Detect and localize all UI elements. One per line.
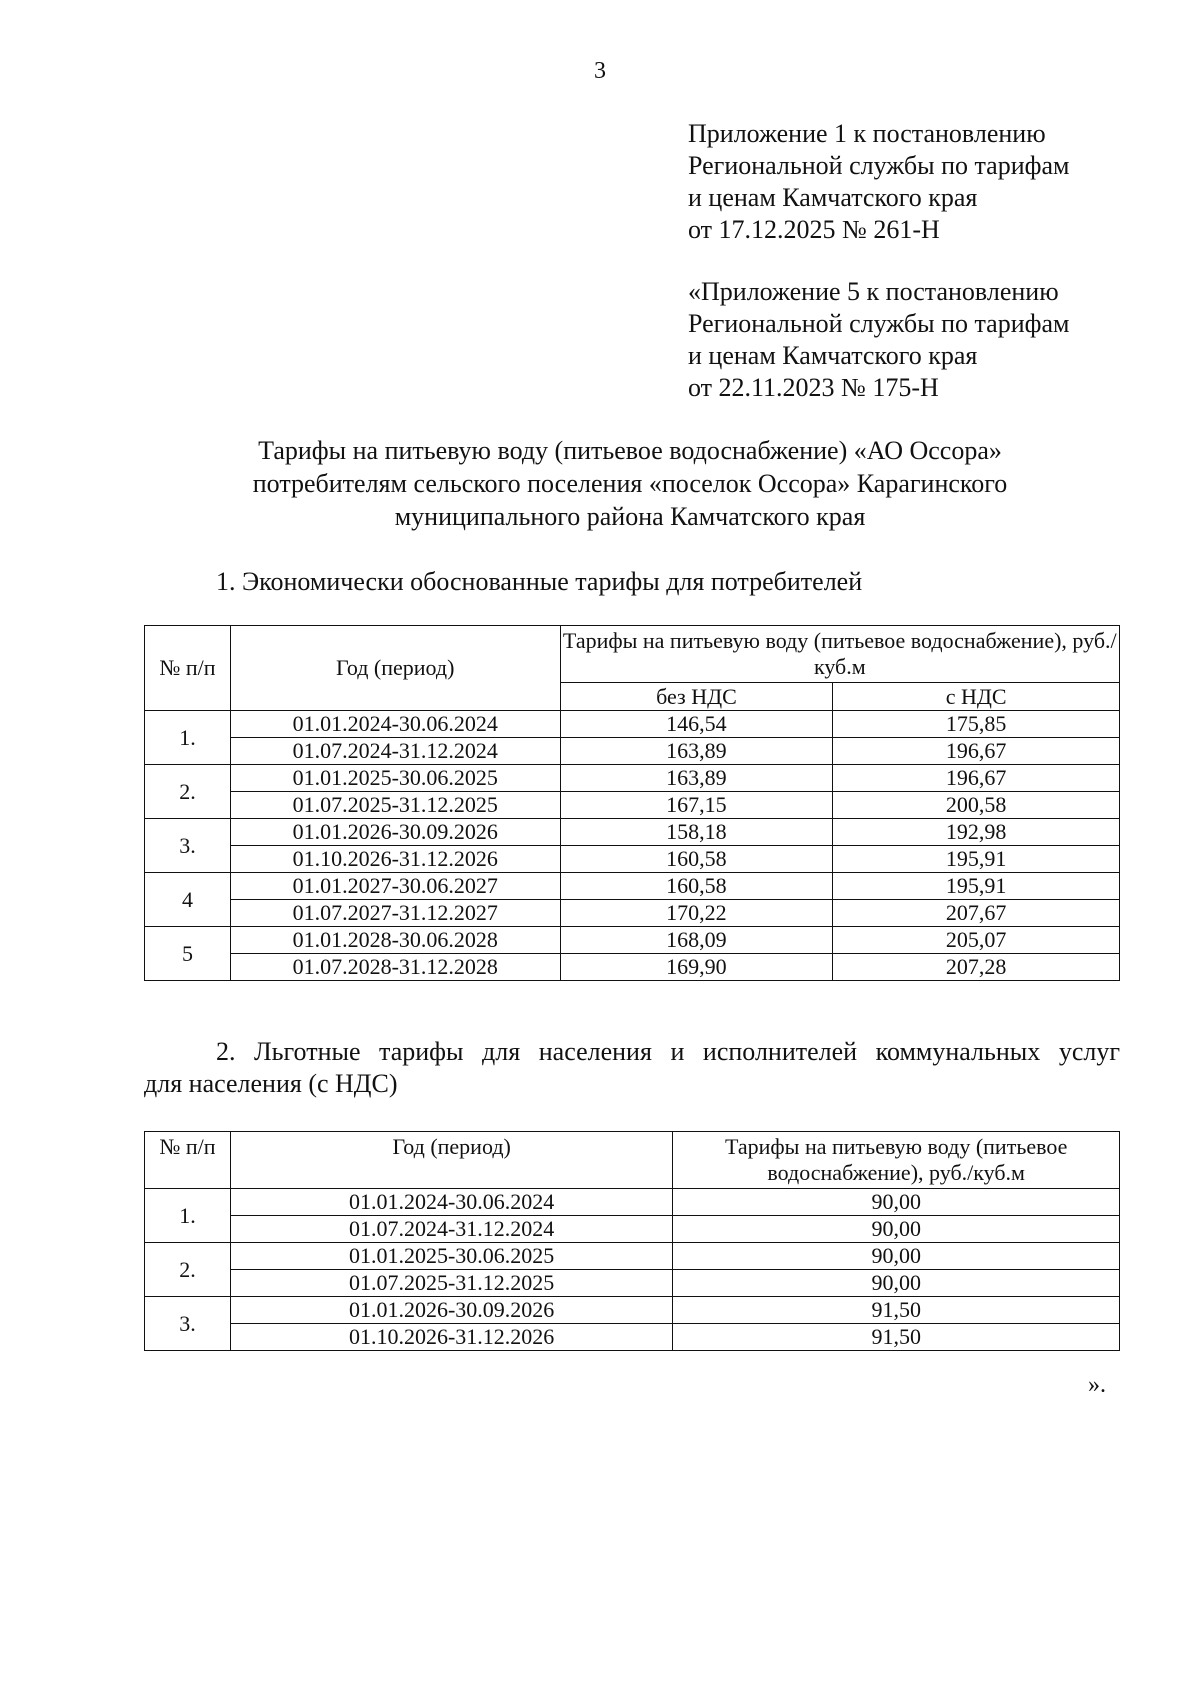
tariff-no-vat-cell: 160,58 (560, 846, 833, 873)
appendix-line: от 22.11.2023 № 175-Н (688, 373, 939, 402)
period-cell: 01.01.2028-30.06.2028 (230, 927, 560, 954)
appendix-line: Региональной службы по тарифам (688, 309, 1070, 338)
tariff-no-vat-cell: 170,22 (560, 900, 833, 927)
header-with-vat: с НДС (833, 683, 1120, 711)
appendix-line: «Приложение 5 к постановлению (688, 277, 1059, 306)
tariff-with-vat-cell: 196,67 (833, 765, 1120, 792)
tariff-value-cell: 91,50 (673, 1297, 1120, 1324)
appendix-line: и ценам Камчатского края (688, 341, 978, 370)
table-row (145, 711, 1120, 738)
period-cell: 01.10.2026-31.12.2026 (230, 846, 560, 873)
period-cell: 01.01.2024-30.06.2024 (230, 711, 560, 738)
tariff-no-vat-cell: 158,18 (560, 819, 833, 846)
title-line: муниципального района Камчатского края (394, 502, 866, 531)
tariff-with-vat-cell: 195,91 (833, 873, 1120, 900)
tariff-no-vat-cell: 169,90 (560, 954, 833, 981)
period-cell: 01.01.2025-30.06.2025 (230, 765, 560, 792)
appendix-header-amended (688, 276, 1069, 404)
tariff-no-vat-cell: 163,89 (560, 738, 833, 765)
period-cell: 01.07.2025-31.12.2025 (230, 1270, 673, 1297)
period-cell: 01.01.2026-30.09.2026 (230, 1297, 673, 1324)
table-row (145, 738, 1120, 765)
period-cell: 01.07.2024-31.12.2024 (230, 1216, 673, 1243)
section1-heading: 1. Экономически обоснованные тарифы для потребителей (216, 567, 863, 596)
table-row (145, 900, 1120, 927)
period-cell: 01.07.2028-31.12.2028 (230, 954, 560, 981)
tariff-with-vat-cell: 207,67 (833, 900, 1120, 927)
period-cell: 01.07.2027-31.12.2027 (230, 900, 560, 927)
tariff-with-vat-cell: 207,28 (833, 954, 1120, 981)
row-number: 2. (145, 1243, 231, 1297)
tariff-with-vat-cell: 196,67 (833, 738, 1120, 765)
tariff-no-vat-cell: 167,15 (560, 792, 833, 819)
period-cell: 01.01.2024-30.06.2024 (230, 1189, 673, 1216)
tariff-with-vat-cell: 175,85 (833, 711, 1120, 738)
table-row (145, 1189, 1120, 1216)
header-tariff: Тарифы на питьевую воду (питьевое водоснабжение), руб./куб.м (673, 1132, 1120, 1189)
appendix-line: от 17.12.2025 № 261-Н (688, 215, 940, 244)
table-row (145, 1297, 1120, 1324)
table-row (145, 954, 1120, 981)
tariff-value-cell: 90,00 (673, 1216, 1120, 1243)
tariff-no-vat-cell: 168,09 (560, 927, 833, 954)
row-number: 1. (145, 1189, 231, 1243)
table-row (145, 927, 1120, 954)
section2-heading-line1: 2. Льготные тарифы для населения и исполнителей коммунальных услуг (216, 1037, 1120, 1066)
tariff-with-vat-cell: 192,98 (833, 819, 1120, 846)
appendix-line: Приложение 1 к постановлению (688, 119, 1046, 148)
table-row (145, 765, 1120, 792)
tariff-no-vat-cell: 146,54 (560, 711, 833, 738)
tariff-with-vat-cell: 195,91 (833, 846, 1120, 873)
closing-quote-mark: ». (1088, 1372, 1106, 1398)
header-num: № п/п (145, 626, 231, 711)
table-row (145, 819, 1120, 846)
tariff-no-vat-cell: 163,89 (560, 765, 833, 792)
header-no-vat: без НДС (560, 683, 833, 711)
header-period: Год (период) (230, 1132, 673, 1189)
page-number: 3 (594, 58, 606, 84)
tariff-value-cell: 91,50 (673, 1324, 1120, 1351)
tariff-with-vat-cell: 205,07 (833, 927, 1120, 954)
table-row (145, 1216, 1120, 1243)
economic-tariffs-body (145, 711, 1120, 981)
row-number: 3. (145, 819, 231, 873)
section2-heading (144, 1036, 1120, 1100)
period-cell: 01.01.2025-30.06.2025 (230, 1243, 673, 1270)
header-period: Год (период) (230, 626, 560, 711)
tariff-value-cell: 90,00 (673, 1270, 1120, 1297)
appendix-line: Региональной службы по тарифам (688, 151, 1070, 180)
tariff-value-cell: 90,00 (673, 1243, 1120, 1270)
header-num: № п/п (145, 1132, 231, 1189)
title-line: Тарифы на питьевую воду (питьевое водоснабжение) «АО Оссора» (258, 436, 1002, 465)
period-cell: 01.07.2024-31.12.2024 (230, 738, 560, 765)
table-row (145, 1243, 1120, 1270)
header-tariff: Тарифы на питьевую воду (питьевое водоснабжение), руб./куб.м (560, 626, 1119, 683)
tariff-value-cell: 90,00 (673, 1189, 1120, 1216)
row-number: 2. (145, 765, 231, 819)
table-row (145, 873, 1120, 900)
preferential-tariffs-table (144, 1131, 1120, 1351)
table-row (145, 1270, 1120, 1297)
appendix-header-current (688, 118, 1069, 246)
tariff-no-vat-cell: 160,58 (560, 873, 833, 900)
period-cell: 01.07.2025-31.12.2025 (230, 792, 560, 819)
title-line: потребителям сельского поселения «поселок Оссора» Карагинского (252, 469, 1008, 498)
appendix-line: и ценам Камчатского края (688, 183, 978, 212)
document-title (140, 434, 1120, 533)
economic-tariffs-table (144, 625, 1120, 981)
preferential-tariffs-body (145, 1189, 1120, 1351)
period-cell: 01.01.2027-30.06.2027 (230, 873, 560, 900)
period-cell: 01.01.2026-30.09.2026 (230, 819, 560, 846)
row-number: 5 (145, 927, 231, 981)
row-number: 1. (145, 711, 231, 765)
row-number: 4 (145, 873, 231, 927)
tariff-with-vat-cell: 200,58 (833, 792, 1120, 819)
row-number: 3. (145, 1297, 231, 1351)
table-row (145, 792, 1120, 819)
period-cell: 01.10.2026-31.12.2026 (230, 1324, 673, 1351)
section2-heading-line2: для населения (с НДС) (144, 1069, 398, 1098)
table-row (145, 1324, 1120, 1351)
table-row (145, 846, 1120, 873)
